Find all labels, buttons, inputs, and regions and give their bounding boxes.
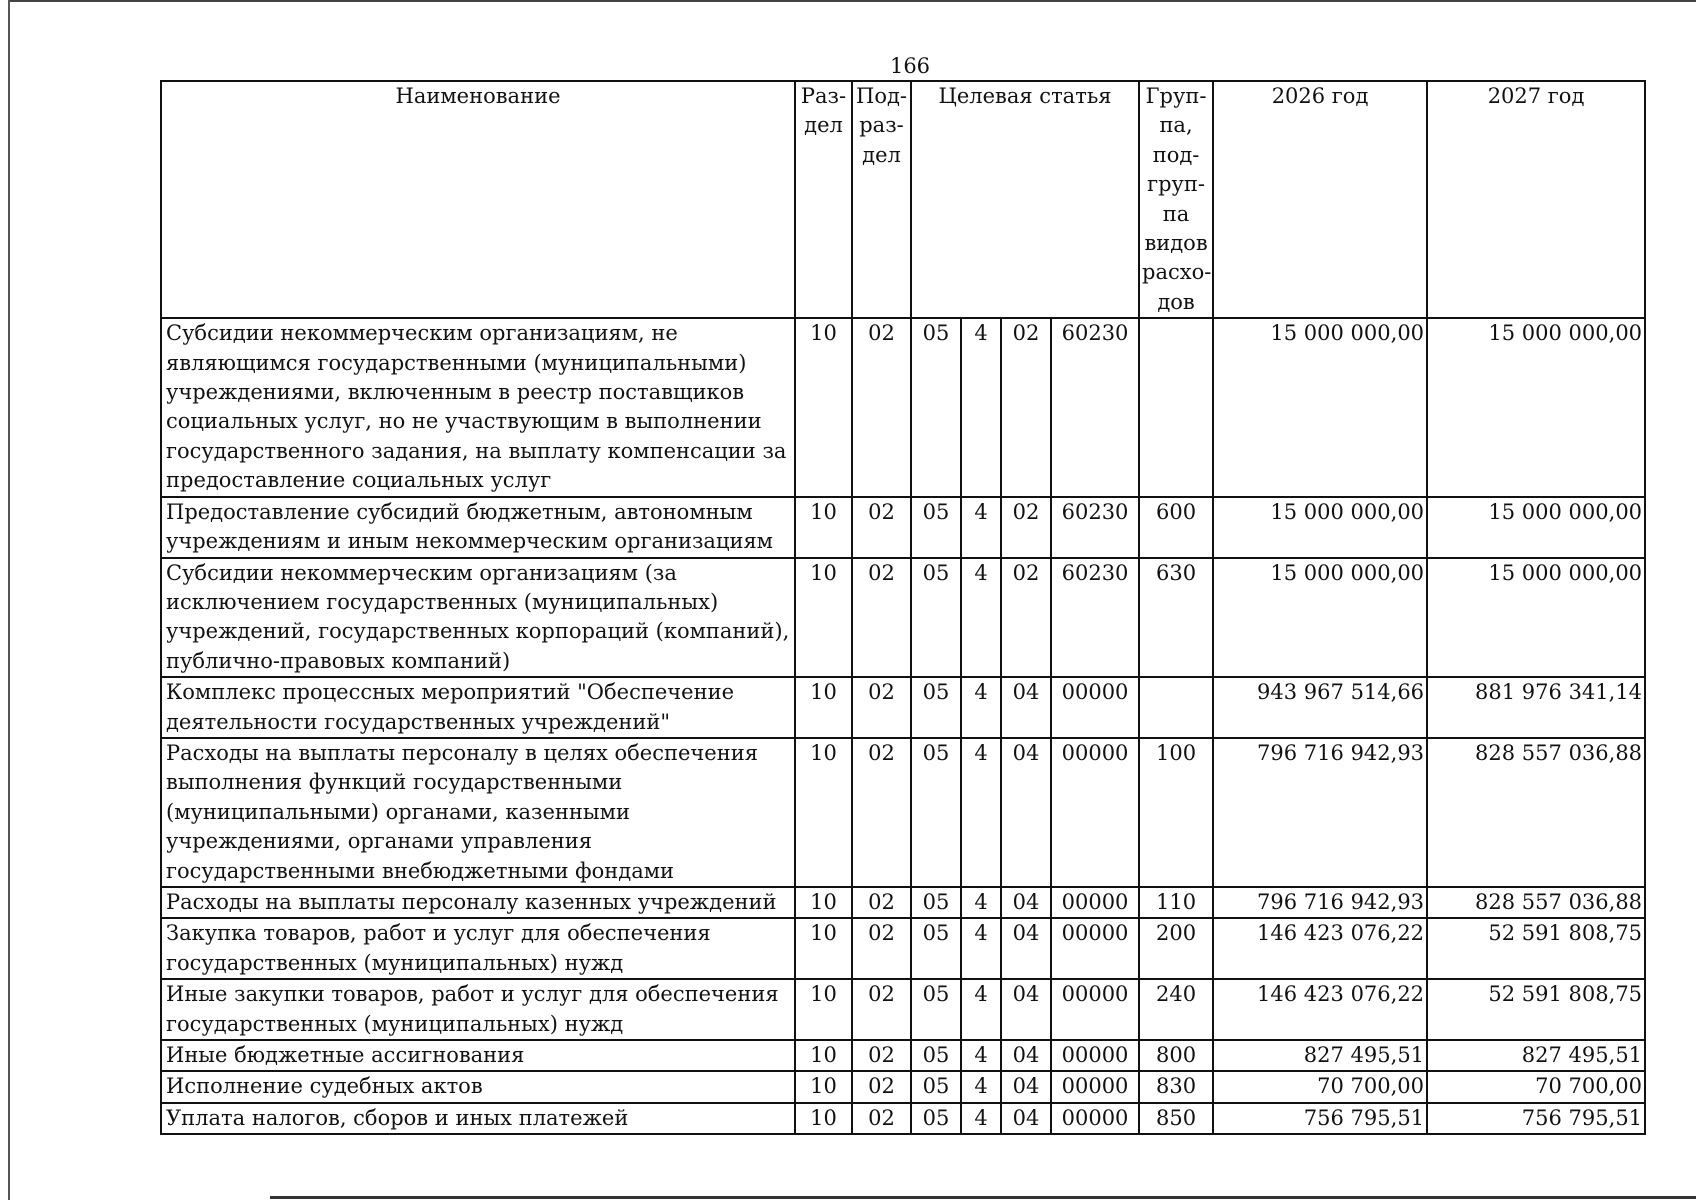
row-target-direction: 60230 (1051, 558, 1139, 678)
table-row (161, 1040, 1645, 1071)
row-target-program: 05 (911, 677, 961, 738)
row-target-subprogram: 02 (1001, 318, 1051, 496)
row-target-direction: 00000 (1051, 918, 1139, 979)
header-target-article: Целевая статья (911, 81, 1139, 318)
row-target-subprogram: 04 (1001, 1040, 1051, 1071)
row-subsection: 02 (852, 1071, 911, 1102)
table-row (161, 979, 1645, 1040)
row-subsection: 02 (852, 318, 911, 496)
row-target-direction: 00000 (1051, 1040, 1139, 1071)
table-row (161, 497, 1645, 558)
row-amount-2027: 15 000 000,00 (1427, 558, 1645, 678)
row-amount-2026: 70 700,00 (1213, 1071, 1427, 1102)
row-name: Комплекс процессных мероприятий "Обеспечение деятельности государственных учреждений" (161, 677, 795, 738)
row-target-type: 4 (961, 558, 1001, 678)
budget-table (160, 80, 1646, 1135)
row-target-program: 05 (911, 1071, 961, 1102)
table-row (161, 738, 1645, 887)
row-section: 10 (795, 1040, 852, 1071)
row-target-program: 05 (911, 1040, 961, 1071)
row-expense-group: 830 (1139, 1071, 1213, 1102)
row-expense-group: 850 (1139, 1103, 1213, 1134)
row-amount-2027: 15 000 000,00 (1427, 497, 1645, 558)
row-target-subprogram: 02 (1001, 558, 1051, 678)
row-section: 10 (795, 497, 852, 558)
row-amount-2026: 15 000 000,00 (1213, 558, 1427, 678)
row-amount-2027: 15 000 000,00 (1427, 318, 1645, 496)
row-amount-2026: 15 000 000,00 (1213, 497, 1427, 558)
row-target-direction: 00000 (1051, 979, 1139, 1040)
row-name: Субсидии некоммерческим организациям, не являющимся государственными (муниципальными) учреждениями, включенным в реестр поставщиков социальных услуг, но не участвующим в выполнении государственного задания, на выплату компенсации за предоставление социальных услуг (161, 318, 795, 496)
row-amount-2026: 756 795,51 (1213, 1103, 1427, 1134)
row-name: Закупка товаров, работ и услуг для обеспечения государственных (муниципальных) нужд (161, 918, 795, 979)
row-subsection: 02 (852, 558, 911, 678)
row-target-type: 4 (961, 497, 1001, 558)
row-target-direction: 00000 (1051, 738, 1139, 887)
row-amount-2027: 52 591 808,75 (1427, 979, 1645, 1040)
row-target-direction: 00000 (1051, 887, 1139, 918)
scan-border-bottom (270, 1196, 1696, 1199)
row-name: Иные бюджетные ассигнования (161, 1040, 795, 1071)
row-subsection: 02 (852, 677, 911, 738)
row-target-subprogram: 02 (1001, 497, 1051, 558)
row-section: 10 (795, 979, 852, 1040)
header-year-2027: 2027 год (1427, 81, 1645, 318)
table-row (161, 1071, 1645, 1102)
row-target-program: 05 (911, 497, 961, 558)
row-target-subprogram: 04 (1001, 677, 1051, 738)
row-target-type: 4 (961, 1071, 1001, 1102)
row-target-type: 4 (961, 1103, 1001, 1134)
row-amount-2026: 796 716 942,93 (1213, 887, 1427, 918)
row-name: Предоставление субсидий бюджетным, автономным учреждениям и иным некоммерческим организациям (161, 497, 795, 558)
row-subsection: 02 (852, 1103, 911, 1134)
row-expense-group: 800 (1139, 1040, 1213, 1071)
row-expense-group: 630 (1139, 558, 1213, 678)
row-section: 10 (795, 1103, 852, 1134)
row-section: 10 (795, 677, 852, 738)
row-target-type: 4 (961, 677, 1001, 738)
table-row (161, 918, 1645, 979)
row-subsection: 02 (852, 1040, 911, 1071)
row-amount-2026: 827 495,51 (1213, 1040, 1427, 1071)
row-name: Исполнение судебных актов (161, 1071, 795, 1102)
table-row (161, 1103, 1645, 1134)
row-amount-2027: 881 976 341,14 (1427, 677, 1645, 738)
row-target-program: 05 (911, 1103, 961, 1134)
row-expense-group: 110 (1139, 887, 1213, 918)
row-target-subprogram: 04 (1001, 979, 1051, 1040)
row-amount-2027: 828 557 036,88 (1427, 738, 1645, 887)
row-target-direction: 00000 (1051, 1103, 1139, 1134)
row-target-program: 05 (911, 887, 961, 918)
row-amount-2026: 15 000 000,00 (1213, 318, 1427, 496)
row-target-type: 4 (961, 887, 1001, 918)
header-name: Наименование (161, 81, 795, 318)
row-name: Уплата налогов, сборов и иных платежей (161, 1103, 795, 1134)
row-amount-2026: 146 423 076,22 (1213, 918, 1427, 979)
row-subsection: 02 (852, 887, 911, 918)
row-target-program: 05 (911, 558, 961, 678)
row-subsection: 02 (852, 738, 911, 887)
row-section: 10 (795, 558, 852, 678)
row-target-program: 05 (911, 979, 961, 1040)
row-target-program: 05 (911, 318, 961, 496)
row-expense-group (1139, 677, 1213, 738)
row-name: Расходы на выплаты персоналу в целях обеспечения выполнения функций государственными (муниципальными) органами, казенными учреждениями, органами управления государственными внебюджетными фондами (161, 738, 795, 887)
row-amount-2027: 70 700,00 (1427, 1071, 1645, 1102)
row-section: 10 (795, 318, 852, 496)
row-expense-group (1139, 318, 1213, 496)
table-row (161, 558, 1645, 678)
row-name: Субсидии некоммерческим организациям (за исключением государственных (муниципальных) учреждений, государственных корпораций (компаний), публично-правовых компаний) (161, 558, 795, 678)
row-target-program: 05 (911, 918, 961, 979)
row-expense-group: 200 (1139, 918, 1213, 979)
header-section: Раз- дел (795, 81, 852, 318)
row-target-type: 4 (961, 738, 1001, 887)
row-target-subprogram: 04 (1001, 738, 1051, 887)
row-name: Расходы на выплаты персоналу казенных учреждений (161, 887, 795, 918)
row-amount-2027: 756 795,51 (1427, 1103, 1645, 1134)
table-row (161, 677, 1645, 738)
row-amount-2027: 827 495,51 (1427, 1040, 1645, 1071)
row-amount-2026: 146 423 076,22 (1213, 979, 1427, 1040)
row-expense-group: 240 (1139, 979, 1213, 1040)
header-row (161, 81, 1645, 318)
header-expense-group: Груп- па, под- груп- па видов расхо- дов (1139, 81, 1213, 318)
table-row (161, 887, 1645, 918)
row-target-direction: 00000 (1051, 677, 1139, 738)
row-target-subprogram: 04 (1001, 918, 1051, 979)
row-target-subprogram: 04 (1001, 887, 1051, 918)
row-target-type: 4 (961, 918, 1001, 979)
row-section: 10 (795, 918, 852, 979)
row-section: 10 (795, 887, 852, 918)
row-target-direction: 00000 (1051, 1071, 1139, 1102)
row-subsection: 02 (852, 979, 911, 1040)
scan-border-top (8, 0, 1696, 2)
row-amount-2026: 796 716 942,93 (1213, 738, 1427, 887)
row-target-type: 4 (961, 318, 1001, 496)
header-subsection: Под- раз- дел (852, 81, 911, 318)
row-amount-2027: 52 591 808,75 (1427, 918, 1645, 979)
row-target-subprogram: 04 (1001, 1103, 1051, 1134)
row-section: 10 (795, 1071, 852, 1102)
header-year-2026: 2026 год (1213, 81, 1427, 318)
row-expense-group: 100 (1139, 738, 1213, 887)
row-subsection: 02 (852, 918, 911, 979)
row-name: Иные закупки товаров, работ и услуг для обеспечения государственных (муниципальных) нужд (161, 979, 795, 1040)
row-subsection: 02 (852, 497, 911, 558)
row-amount-2026: 943 967 514,66 (1213, 677, 1427, 738)
row-section: 10 (795, 738, 852, 887)
row-target-direction: 60230 (1051, 318, 1139, 496)
row-amount-2027: 828 557 036,88 (1427, 887, 1645, 918)
row-target-subprogram: 04 (1001, 1071, 1051, 1102)
scan-border-left (8, 0, 10, 1200)
row-target-type: 4 (961, 1040, 1001, 1071)
row-target-type: 4 (961, 979, 1001, 1040)
page-number: 166 (889, 54, 931, 78)
table-row (161, 318, 1645, 496)
row-expense-group: 600 (1139, 497, 1213, 558)
row-target-direction: 60230 (1051, 497, 1139, 558)
row-target-program: 05 (911, 738, 961, 887)
